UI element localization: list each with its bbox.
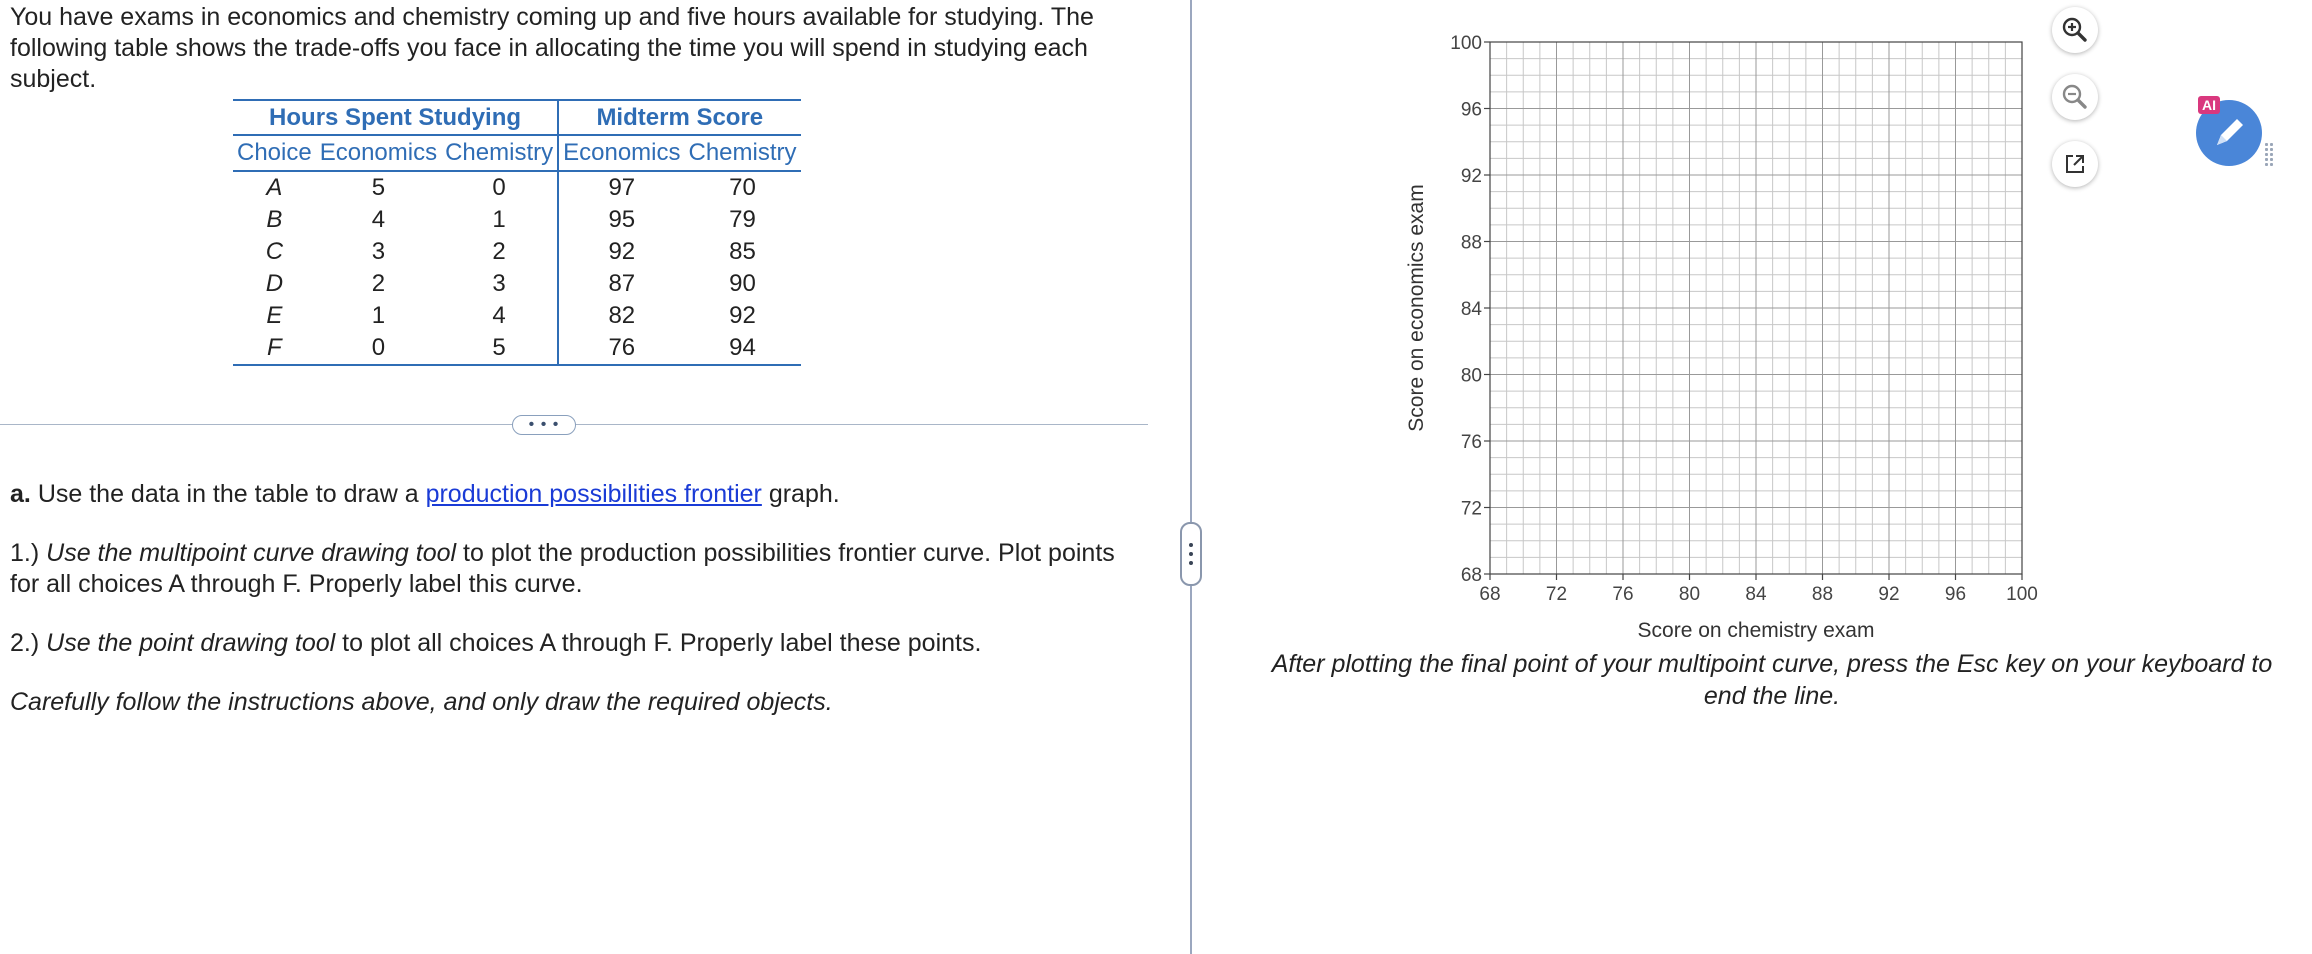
step-1 (10, 538, 1150, 600)
intro-text: You have exams in economics and chemistry coming up and five hours available for studying. The following table shows the trade-offs you face in allocating the time you will spend in studying each subject. (10, 3, 1094, 93)
col-header-hours-econ: Economics (316, 135, 441, 171)
cell-choice: F (233, 332, 316, 365)
x-tick-label: 100 (2006, 584, 2038, 605)
graph-panel (1192, 0, 2312, 954)
table-row (233, 236, 801, 268)
grid-major (1490, 42, 2022, 574)
cell-score-econ: 95 (558, 204, 684, 236)
zoom-out-button[interactable] (2052, 74, 2098, 120)
cell-choice: B (266, 206, 283, 233)
part-a (10, 479, 1150, 510)
x-tick-label: 80 (1678, 584, 1701, 605)
group-header-hours: Hours Spent Studying (233, 100, 558, 135)
step-2 (10, 628, 1150, 659)
cell-score-chem: 90 (729, 270, 756, 297)
more-content-button[interactable]: • • • (512, 415, 576, 435)
drag-handle-icon[interactable] (2264, 142, 2274, 166)
y-axis-label: Score on economics exam (1405, 184, 1428, 432)
x-tick-label: 84 (1745, 584, 1767, 605)
cell-hours-econ: 1 (371, 302, 386, 329)
y-tick-label: 88 (1460, 232, 1482, 254)
cell-hours-chem: 5 (441, 332, 558, 365)
cell-choice: E (266, 302, 283, 329)
cell-score-econ: 97 (558, 171, 684, 204)
cell-hours-chem: 0 (492, 174, 506, 201)
cell-hours-econ: 5 (371, 174, 386, 201)
cell-score-chem: 85 (729, 238, 756, 265)
pen-icon (2207, 111, 2251, 155)
y-tick-label: 100 (1450, 33, 1482, 54)
cell-score-econ: 76 (558, 332, 684, 365)
cell-choice: C (265, 238, 284, 265)
cell-hours-chem: 3 (492, 270, 506, 297)
table-row (233, 332, 801, 365)
ai-badge: AI (2198, 96, 2220, 114)
part-a-text: Use the data in the table to draw a (37, 480, 419, 508)
instructions (10, 479, 1150, 746)
popout-button[interactable] (2052, 141, 2098, 187)
cell-choice: D (265, 270, 284, 297)
ppf-glossary-link[interactable]: production possibilities frontier (425, 480, 762, 508)
cell-choice: A (266, 174, 283, 201)
step-1-number: 1.) (10, 539, 40, 567)
zoom-in-button[interactable] (2052, 7, 2098, 53)
graph-instruction-note: After plotting the final point of your multipoint curve, press the Esc key on your keyboard to end the line. (1271, 650, 2273, 710)
table-row (233, 171, 801, 204)
y-tick-label: 84 (1460, 299, 1482, 320)
x-axis (1479, 574, 2037, 605)
step-2-number: 2.) (10, 629, 40, 657)
popout-icon (2062, 151, 2088, 177)
cell-score-chem: 70 (729, 174, 756, 201)
cell-hours-chem: 2 (492, 238, 506, 265)
y-tick-label: 68 (1460, 565, 1482, 586)
cell-score-econ: 92 (558, 236, 684, 268)
y-axis (1450, 33, 1490, 586)
ppf-graph[interactable] (1192, 0, 2312, 660)
y-tick-label: 80 (1460, 365, 1482, 387)
ai-assistant-button[interactable] (2194, 96, 2268, 170)
cell-score-econ: 82 (558, 300, 684, 332)
step-1-tool: Use the multipoint curve drawing tool (46, 539, 457, 567)
col-header-choice: Choice (233, 135, 316, 171)
step-1-text: to plot the production possibilities frontier curve. Plot points for all choices A through F. Properly label this curve. (10, 539, 1115, 598)
y-tick-label: 92 (1460, 166, 1482, 187)
x-tick-label: 88 (1811, 584, 1834, 605)
cell-hours-econ: 3 (371, 238, 386, 265)
cell-hours-econ: 4 (371, 206, 386, 233)
cell-hours-econ: 2 (371, 270, 386, 297)
table-row (233, 204, 801, 236)
y-tick-label: 76 (1460, 432, 1482, 453)
cell-score-econ: 87 (558, 268, 684, 300)
y-tick-label: 96 (1460, 99, 1482, 121)
step-2-tool: Use the point drawing tool (46, 629, 336, 657)
cell-score-chem: 92 (729, 302, 756, 329)
zoom-in-icon (2060, 15, 2090, 45)
x-tick-label: 92 (1878, 584, 1900, 605)
x-axis-label: Score on chemistry exam (1637, 619, 1875, 642)
col-header-hours-chem: Chemistry (441, 135, 558, 171)
x-tick-label: 68 (1479, 584, 1501, 605)
cell-score-chem: 94 (684, 332, 800, 365)
table-row (233, 268, 801, 300)
group-header-score: Midterm Score (558, 100, 800, 135)
cell-hours-chem: 4 (492, 302, 506, 329)
x-tick-label: 76 (1612, 584, 1634, 605)
col-header-score-chem: Chemistry (684, 135, 800, 171)
col-header-score-econ: Economics (558, 135, 684, 171)
x-tick-label: 72 (1545, 584, 1568, 605)
zoom-out-icon (2060, 82, 2090, 112)
step-2-text: to plot all choices A through F. Properly label these points. (342, 629, 982, 657)
part-a-label: a. (10, 480, 31, 508)
tradeoff-table (233, 99, 801, 366)
part-a-text-end: graph. (768, 480, 840, 508)
cell-hours-econ: 0 (316, 332, 441, 365)
caution-text: Carefully follow the instructions above, and only draw the required objects. (10, 688, 833, 716)
y-tick-label: 72 (1460, 498, 1482, 520)
cell-score-chem: 79 (729, 206, 756, 233)
table-row (233, 300, 801, 332)
x-tick-label: 96 (1944, 584, 1967, 605)
cell-hours-chem: 1 (492, 206, 506, 233)
